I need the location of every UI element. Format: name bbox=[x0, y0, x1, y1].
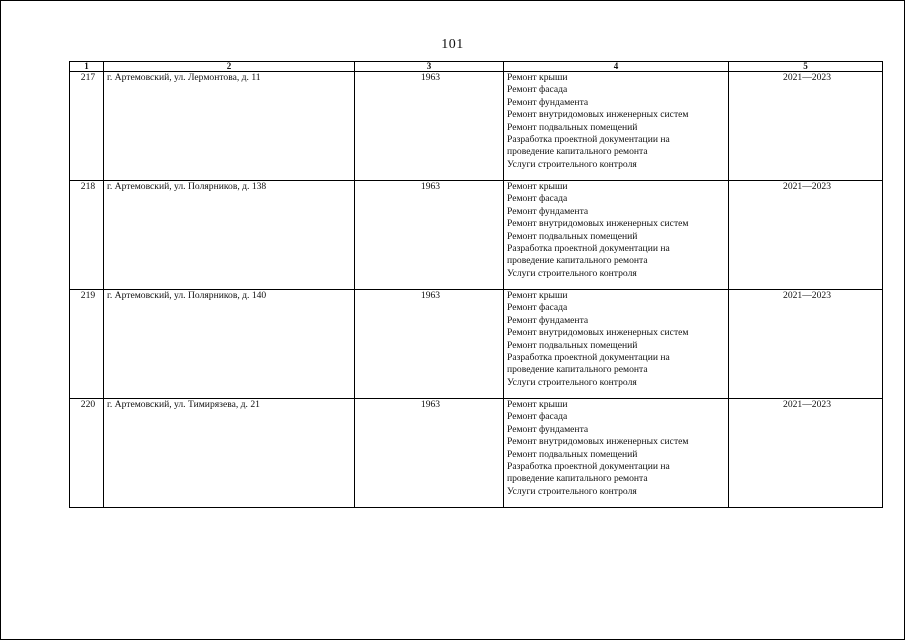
work-item: Ремонт внутридомовых инженерных систем bbox=[507, 109, 689, 121]
work-item: Услуги строительного контроля bbox=[507, 158, 637, 170]
year-cell: 1963 bbox=[355, 290, 504, 399]
table-header bbox=[70, 62, 883, 72]
work-item: Ремонт подвальных помещений bbox=[507, 448, 638, 460]
work-item: Ремонт фундамента bbox=[507, 96, 589, 108]
work-item: Ремонт крыши bbox=[507, 399, 568, 410]
address-cell: г. Артемовский, ул. Полярников, д. 140 bbox=[104, 290, 355, 399]
table-row bbox=[70, 399, 883, 508]
work-item: Услуги строительного контроля bbox=[507, 376, 637, 388]
period-cell: 2021—2023 bbox=[729, 181, 883, 290]
work-item: проведение капитального ремонта bbox=[507, 255, 648, 267]
works-cell bbox=[504, 290, 729, 399]
work-item: Услуги строительного контроля bbox=[507, 485, 637, 497]
year-cell: 1963 bbox=[355, 72, 504, 181]
work-item: Ремонт крыши bbox=[507, 290, 568, 301]
work-item: Ремонт подвальных помещений bbox=[507, 339, 638, 351]
row-number: 219 bbox=[70, 290, 104, 399]
page-number: 101 bbox=[441, 37, 464, 52]
row-number: 220 bbox=[70, 399, 104, 508]
work-item: Ремонт фасада bbox=[507, 84, 568, 96]
works-cell bbox=[504, 72, 729, 181]
period-cell: 2021—2023 bbox=[729, 399, 883, 508]
work-item: Ремонт крыши bbox=[507, 72, 568, 83]
work-item: проведение капитального ремонта bbox=[507, 364, 648, 376]
work-item: Услуги строительного контроля bbox=[507, 267, 637, 279]
work-item: Ремонт фундамента bbox=[507, 314, 589, 326]
work-item: Ремонт внутридомовых инженерных систем bbox=[507, 327, 689, 339]
work-item: Разработка проектной документации на bbox=[507, 461, 670, 473]
work-item: Ремонт внутридомовых инженерных систем bbox=[507, 218, 689, 230]
work-item: проведение капитального ремонта bbox=[507, 146, 648, 158]
work-item: проведение капитального ремонта bbox=[507, 473, 648, 485]
work-item: Разработка проектной документации на bbox=[507, 352, 670, 364]
header-row bbox=[70, 62, 883, 72]
work-item: Разработка проектной документации на bbox=[507, 243, 670, 255]
row-number: 218 bbox=[70, 181, 104, 290]
work-item: Ремонт подвальных помещений bbox=[507, 230, 638, 242]
work-item: Ремонт фасада bbox=[507, 411, 568, 423]
work-item: Разработка проектной документации на bbox=[507, 134, 670, 146]
column-header-1: 1 bbox=[70, 62, 104, 72]
period-cell: 2021—2023 bbox=[729, 72, 883, 181]
year-cell: 1963 bbox=[355, 181, 504, 290]
work-item: Ремонт фундамента bbox=[507, 205, 589, 217]
column-header-5: 5 bbox=[729, 62, 883, 72]
column-header-3: 3 bbox=[355, 62, 504, 72]
row-number: 217 bbox=[70, 72, 104, 181]
address-cell: г. Артемовский, ул. Тимирязева, д. 21 bbox=[104, 399, 355, 508]
period-cell: 2021—2023 bbox=[729, 290, 883, 399]
column-header-4: 4 bbox=[504, 62, 729, 72]
work-item: Ремонт фасада bbox=[507, 302, 568, 314]
work-item: Ремонт внутридомовых инженерных систем bbox=[507, 436, 689, 448]
repair-table bbox=[69, 61, 883, 508]
column-header-2: 2 bbox=[104, 62, 355, 72]
work-item: Ремонт крыши bbox=[507, 181, 568, 192]
works-cell bbox=[504, 399, 729, 508]
address-cell: г. Артемовский, ул. Полярников, д. 138 bbox=[104, 181, 355, 290]
table-row bbox=[70, 72, 883, 181]
table-row bbox=[70, 181, 883, 290]
work-item: Ремонт фасада bbox=[507, 193, 568, 205]
year-cell: 1963 bbox=[355, 399, 504, 508]
work-item: Ремонт фундамента bbox=[507, 423, 589, 435]
work-item: Ремонт подвальных помещений bbox=[507, 121, 638, 133]
table-row bbox=[70, 290, 883, 399]
works-cell bbox=[504, 181, 729, 290]
table-body bbox=[70, 72, 883, 508]
address-cell: г. Артемовский, ул. Лермонтова, д. 11 bbox=[104, 72, 355, 181]
